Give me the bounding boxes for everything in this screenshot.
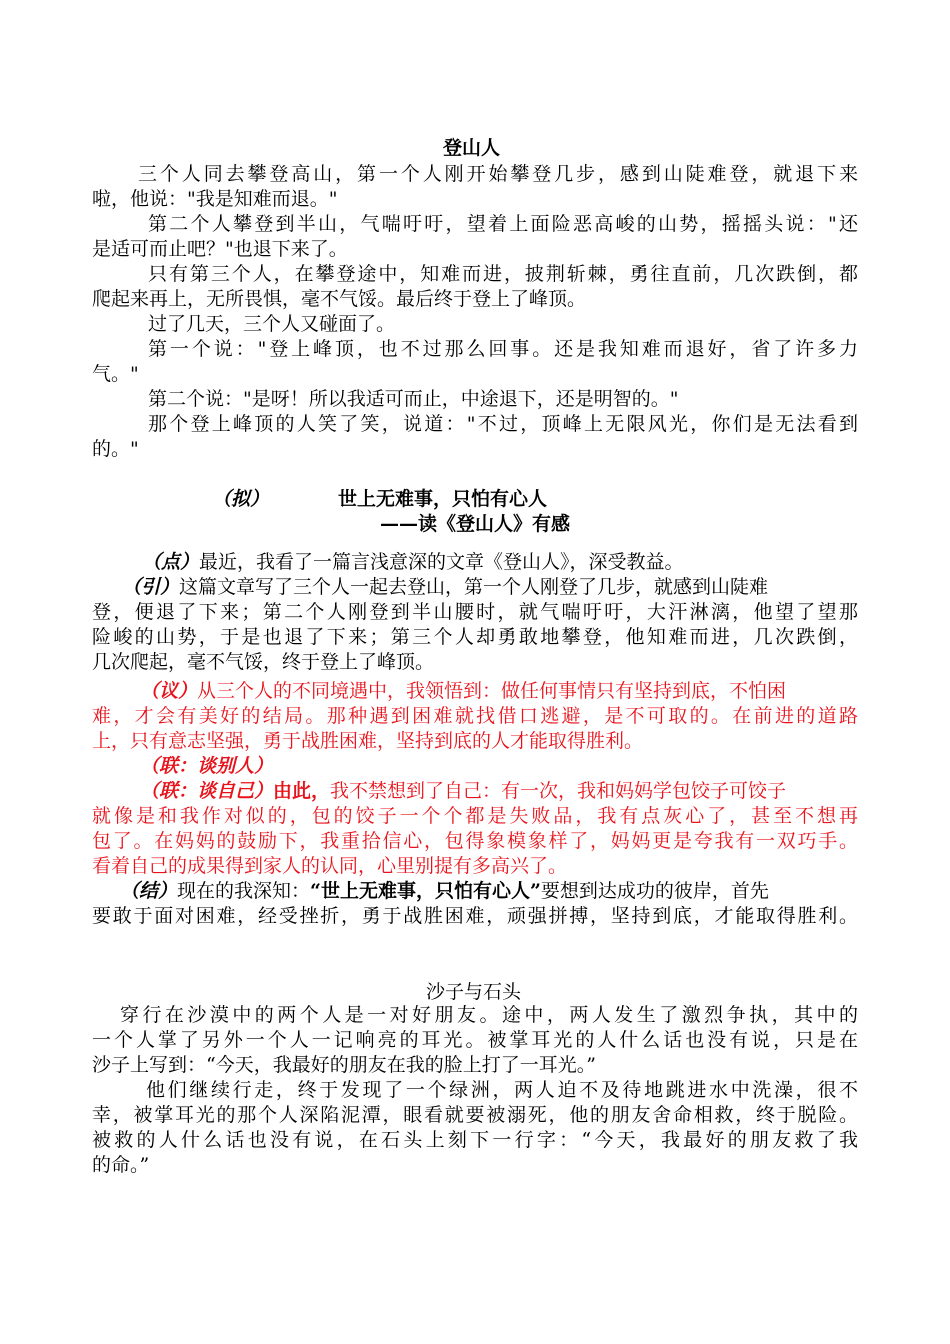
essay-lian-ziji-line: 看着自己的成果得到家人的认同，心里别提有多高兴了。 [92, 855, 568, 877]
essay-subtitle: ——读《登山人》有感 [380, 513, 571, 535]
essay-yi-first [140, 679, 786, 703]
essay-yi-line: 难，才会有美好的结局。那种遇到困难就找借口逃避，是不可取的。在前进的道路 [92, 705, 858, 727]
tag-jie: （结） [120, 880, 178, 902]
essay-dian [142, 550, 684, 574]
story1-line: 第二个说："是呀！所以我适可而止，中途退下，还是明智的。" [148, 388, 679, 410]
story2-line: 穿行在沙漠中的两个人是一对好朋友。途中，两人发生了激烈争执，其中的 [120, 1004, 858, 1026]
story2-title: 沙子与石头 [426, 981, 522, 1003]
yi-text: 从三个人的不同境遇中，我领悟到：做任何事情只有坚持到底，不怕困 [197, 680, 787, 702]
jie-quote: “世上无难事，只怕有心人” [310, 880, 541, 902]
yin-text: 这篇文章写了三个人一起去登山，第一个人刚登了几步，就感到山陡难 [179, 576, 769, 598]
story1-title: 登山人 [443, 137, 501, 159]
essay-tag-ni: （拟） [212, 488, 270, 510]
essay-jie-line: 要敢于面对困难，经受挫折，勇于战胜困难，顽强拼搏，坚持到底，才能取得胜利。 [92, 905, 858, 927]
story2-line: 的命。” [92, 1154, 150, 1176]
lian-ziji-lead: 由此， [273, 780, 331, 802]
story1-line: 只有第三个人，在攀登途中，知难而进，披荆斩棘，勇往直前，几次跌倒，都 [148, 263, 858, 285]
story1-line: 第一个说："登上峰顶，也不过那么回事。还是我知难而退好，省了许多力 [148, 338, 858, 360]
story1-line: 啦，他说："我是知难而退。" [92, 188, 338, 210]
essay-yin-line: 险峻的山势，于是也退了下来；第三个人却勇敢地攀登，他知难而进，几次跌倒， [92, 626, 858, 648]
story1-line: 是适可而止吧？"也退下来了。 [92, 238, 348, 260]
essay-yin-line: 登，便退了下来；第二个人刚登到半山腰时，就气喘吁吁，大汗淋漓，他望了望那 [92, 601, 858, 623]
story2-line: 沙子上写到：“今天，我最好的朋友在我的脸上打了一耳光。” [92, 1054, 596, 1076]
dian-text: 最近，我看了一篇言浅意深的文章《登山人》，深受教益。 [199, 551, 684, 573]
story1-line: 那个登上峰顶的人笑了笑，说道："不过，顶峰上无限风光，你们是无法看到 [148, 413, 858, 435]
essay-lian-ziji-line: 包了。在妈妈的鼓励下，我重拾信心，包得象模象样了，妈妈更是夸我有一双巧手。 [92, 830, 858, 852]
story1-line: 气。" [92, 363, 139, 385]
tag-dian: （点） [142, 551, 200, 573]
story1-line: 爬起来再上，无所畏惧，毫不气馁。最后终于登上了峰顶。 [92, 288, 587, 310]
story2-line: 幸，被掌耳光的那个人深陷泥潭，眼看就要被溺死，他的朋友舍命相救，终于脱险。 [92, 1104, 858, 1126]
essay-jie-first [120, 879, 769, 903]
essay-yin-first [122, 575, 768, 599]
essay-title: 世上无难事，只怕有心人 [338, 488, 548, 510]
jie-pre: 现在的我深知： [177, 880, 311, 902]
essay-lian-ziji-first [140, 779, 786, 803]
story2-line: 他们继续行走，终于发现了一个绿洲，两人迫不及待地跳进水中洗澡，很不 [146, 1079, 858, 1101]
essay-yi-line: 上，只有意志坚强，勇于战胜困难，坚持到底的人才能取得胜利。 [92, 730, 644, 752]
essay-yin-line: 几次爬起，毫不气馁，终于登上了峰顶。 [92, 651, 435, 673]
tag-lian-ziji: （联：谈自己） [140, 780, 274, 802]
essay-lian-ziji-line: 就像是和我作对似的，包的饺子一个个都是失败品，我有点灰心了，甚至不想再 [92, 805, 858, 827]
jie-post: 要想到达成功的彼岸，首先 [540, 880, 769, 902]
story2-line: 被救的人什么话也没有说，在石头上刻下一行字：“今天，我最好的朋友救了我 [92, 1129, 858, 1151]
essay-lian-bieren: （联：谈别人） [140, 755, 274, 777]
story1-line: 的。" [92, 438, 139, 460]
lian-ziji-text: 我不禁想到了自己：有一次，我和妈妈学包饺子可饺子 [330, 780, 787, 802]
story1-line: 三个人同去攀登高山，第一个人刚开始攀登几步，感到山陡难登，就退下来 [138, 163, 858, 185]
tag-yi: （议） [140, 680, 198, 702]
tag-yin: （引） [122, 576, 180, 598]
story2-line: 一个人掌了另外一个人一记响亮的耳光。被掌耳光的人什么话也没有说，只是在 [92, 1029, 858, 1051]
story1-line: 第二个人攀登到半山，气喘吁吁，望着上面险恶高峻的山势，摇摇头说："还 [148, 213, 858, 235]
story1-line: 过了几天，三个人又碰面了。 [148, 313, 396, 335]
